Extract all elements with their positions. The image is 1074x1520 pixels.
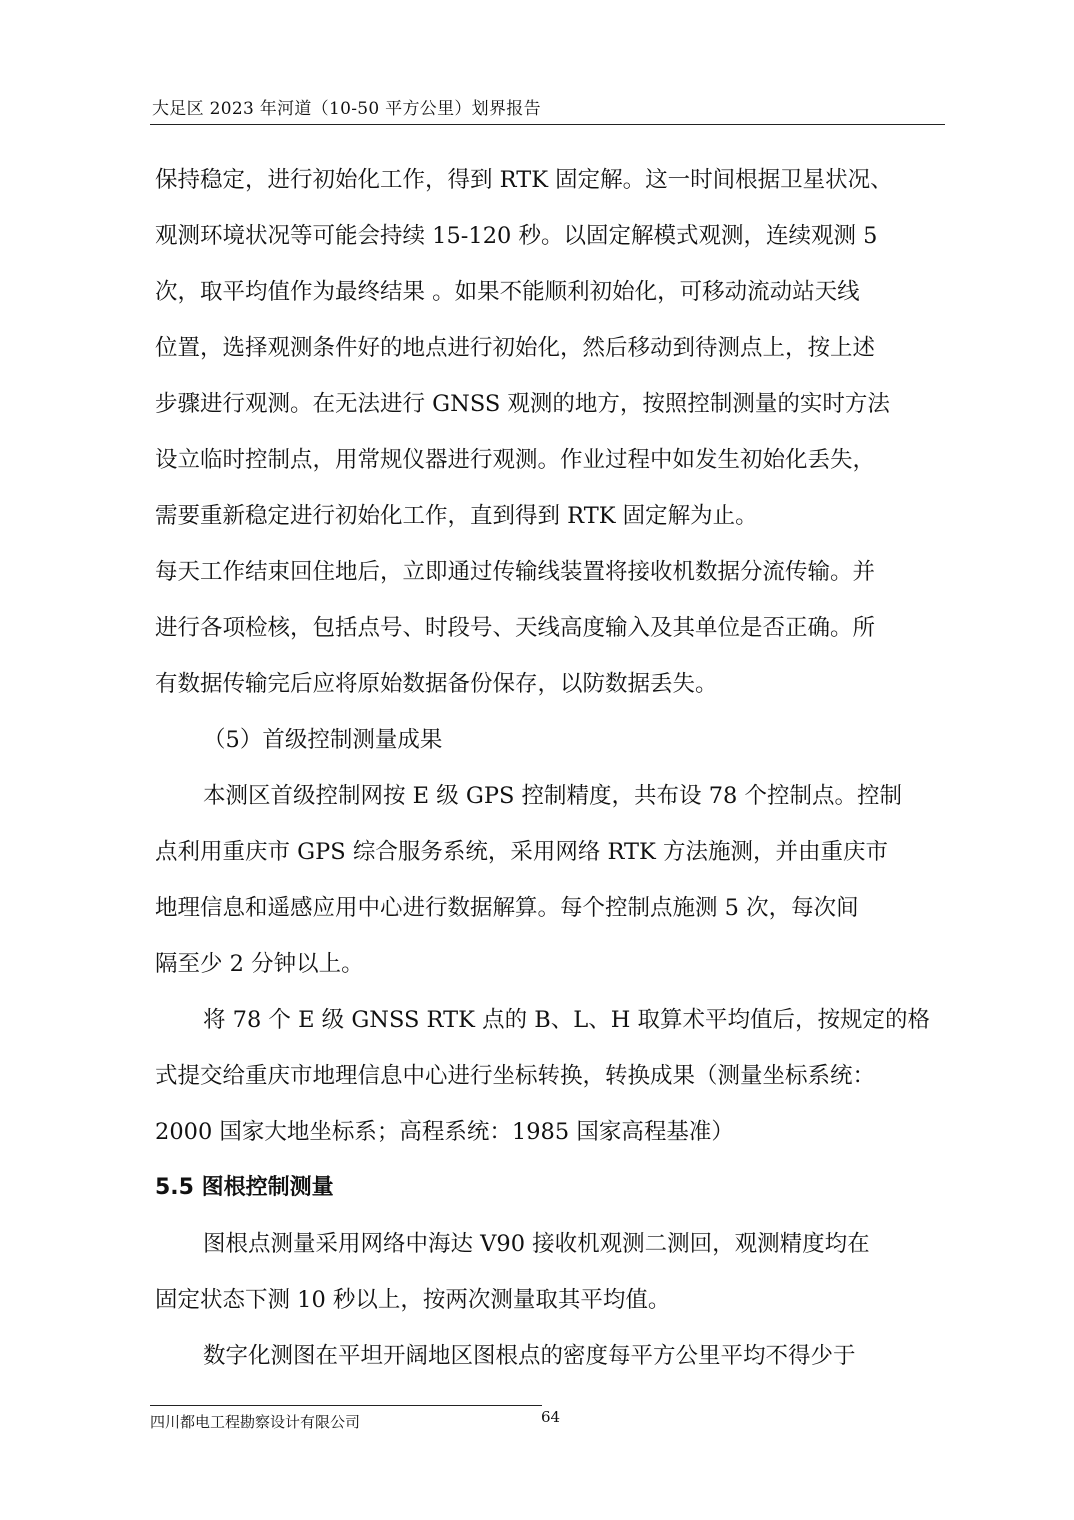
body-line: 位置，选择观测条件好的地点进行初始化，然后移动到待测点上，按上述 (155, 335, 876, 361)
body-line: 隔至少 2 分钟以上。 (155, 951, 364, 977)
body-line: 有数据传输完后应将原始数据备份保存，以防数据丢失。 (155, 671, 718, 697)
body-line: 图根点测量采用网络中海达 V90 接收机观测二测回，观测精度均在 (203, 1231, 870, 1257)
body-line: 次，取平均值作为最终结果 。如果不能顺利初始化，可移动流动站天线 (155, 279, 860, 305)
body-line: 本测区首级控制网按 E 级 GPS 控制精度，共布设 78 个控制点。控制 (203, 783, 902, 809)
body-line: 观测环境状况等可能会持续 15-120 秒。以固定解模式观测，连续观测 5 (155, 223, 878, 249)
body-line: 将 78 个 E 级 GNSS RTK 点的 B、L、H 取算术平均值后，按规定的格 (203, 1007, 930, 1033)
body-line: 需要重新稳定进行初始化工作，直到得到 RTK 固定解为止。 (155, 503, 758, 529)
body-line: 设立临时控制点，用常规仪器进行观测。作业过程中如发生初始化丢失， (155, 447, 876, 473)
page-number: 64 (541, 1408, 561, 1426)
body-line: 进行各项检核，包括点号、时段号、天线高度输入及其单位是否正确。所 (155, 615, 876, 641)
header-divider (150, 124, 945, 125)
body-line: 点利用重庆市 GPS 综合服务系统，采用网络 RTK 方法施测，并由重庆市 (155, 839, 888, 865)
body-line: 2000 国家大地坐标系；高程系统：1985 国家高程基准） (155, 1119, 734, 1145)
body-line: 步骤进行观测。在无法进行 GNSS 观测的地方，按照控制测量的实时方法 (155, 391, 890, 417)
body-line: 保持稳定，进行初始化工作，得到 RTK 固定解。这一时间根据卫星状况、 (155, 167, 893, 193)
body-line: 数字化测图在平坦开阔地区图根点的密度每平方公里平均不得少于 (203, 1343, 856, 1369)
footer-company-name: 四川都电工程勘察设计有限公司 (150, 1413, 361, 1431)
footer-divider (150, 1405, 542, 1406)
section-heading: 5.5 图根控制测量 (155, 1175, 334, 1200)
body-text (155, 152, 950, 1384)
body-line: 地理信息和遥感应用中心进行数据解算。每个控制点施测 5 次，每次间 (155, 895, 859, 921)
page-header-title: 大足区 2023 年河道（10-50 平方公里）划界报告 (152, 99, 541, 119)
body-line: 式提交给重庆市地理信息中心进行坐标转换，转换成果（测量坐标系统： (155, 1063, 876, 1089)
body-line: 固定状态下测 10 秒以上，按两次测量取其平均值。 (155, 1287, 671, 1313)
subsection-heading: （5）首级控制测量成果 (203, 727, 443, 753)
body-line: 每天工作结束回住地后，立即通过传输线装置将接收机数据分流传输。并 (155, 559, 876, 585)
